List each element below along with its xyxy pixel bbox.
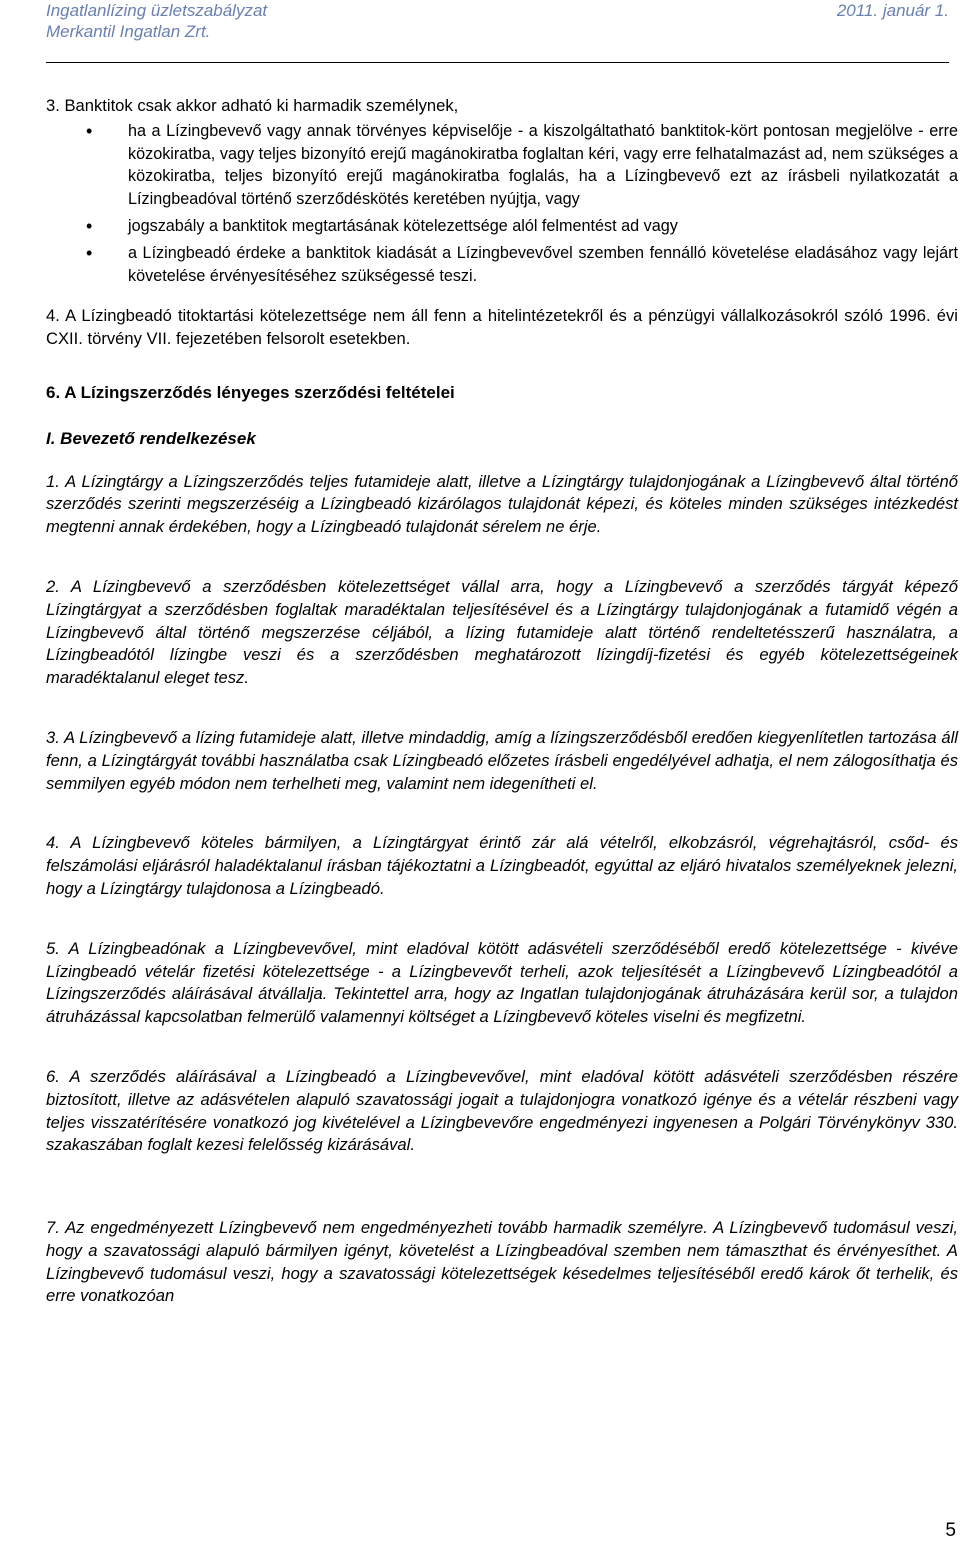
section-4: 4. A Lízingbeadó titoktartási kötelezettsége nem áll fenn a hitelintézetekről és a pénzügyi vállalkozásokról szóló 1996. évi CXII. törvény VII. fejezetében felsorolt esetekben.	[46, 306, 958, 349]
paragraph-1: 1. A Lízingtárgy a Lízingszerződés teljes futamideje alatt, illetve a Lízingtárgy tulajdonjogának a Lízingbevevő által történő szerződés szerinti megszerzéséig a Lízingbeadó kizárólagos tulajdonát képezi, és köteles minden szükséges intézkedést megtenni annak érdekében, hogy a Lízingbeadó tulajdonát sérelem ne érje.	[46, 471, 958, 537]
paragraph-6: 6. A szerződés aláírásával a Lízingbeadó a Lízingbevevővel, mint eladóval kötött adásvételi szerződésben részére biztosított, illetve az adásvételen alapuló szavatossági jogait a tulajdonjogra vonatkozó igénye és a vételár részbeni vagy teljes visszatérítésére vonatkozó jog kivételével a Lízingbevevőre engedményezi ingyenesen a Polgári Törvénykönyv 330. szakaszában foglalt kezesi felelősség kizárásával.	[46, 1066, 958, 1155]
paragraph-4: 4. A Lízingbevevő köteles bármilyen, a Lízingtárgyat érintő zár alá vételről, elkobzásról, végrehajtásról, csőd- és felszámolási eljárásról haladéktalanul írásban tájékoztatni a Lízingbeadót, egyúttal az eljáró hivatalos személyeknek jelezni, hogy a Lízingtárgy tulajdonosa a Lízingbeadó.	[46, 833, 958, 898]
page-number: 5	[945, 1520, 956, 1541]
subsection-heading: I. Bevezető rendelkezések	[46, 428, 256, 448]
section-3-intro: 3. Banktitok csak akkor adható ki harmadik személynek,	[46, 96, 459, 115]
document-date: 2011. január 1.	[836, 1, 949, 20]
bullet-item: • jogszabály a banktitok megtartásának kötelezettsége alól felmentést ad vagy	[46, 215, 958, 238]
company-name: Merkantil Ingatlan Zrt.	[46, 22, 211, 41]
header-divider	[46, 62, 949, 63]
page-header	[46, 0, 949, 66]
page-content	[46, 95, 958, 1308]
section-6-heading: 6. A Lízingszerződés lényeges szerződési feltételei	[46, 382, 455, 402]
section-3-bullets	[46, 120, 958, 288]
paragraph-5: 5. A Lízingbeadónak a Lízingbevevővel, mint eladóval kötött adásvételi szerződéséből eredő kötelezettsége - kivéve Lízingbeadó vételár fizetési kötelezettsége - a Lízingbevevőt terheli, azok teljesítését a Lízingbevevő Lízingbeadótól a Lízingszerződés aláírásával átvállalja. Tekintettel arra, hogy az Ingatlan tulajdonjogának átruházására kerül sor, a tulajdon átruházással kapcsolatban felmerülő valamennyi költséget a Lízingbevevő köteles viselni és megfizetni.	[46, 938, 958, 1027]
bullet-item: • ha a Lízingbevevő vagy annak törvényes képviselője - a kiszolgáltatható banktitok-kört pontosan megjelölve - erre közokiratba, vagy teljes bizonyító erejű magánokiratba foglaltan kéri, vagy erre felhatalmazást ad, nem szükséges a közokiratba, teljes bizonyító erejű magánokiratba foglalás, ha a Lízingbevevő ezt az írásbeli nyilatkozatát a Lízingbeadóval történő szerződéskötés keretében nyújtja, vagy	[46, 120, 958, 211]
bullet-item: • a Lízingbeadó érdeke a banktitok kiadását a Lízingbevevővel szemben fennálló követelése eladásához vagy lejárt követelése érvényesítéséhez szükségessé teszi.	[46, 242, 958, 288]
document-title: Ingatlanlízing üzletszabályzat	[46, 1, 268, 20]
paragraph-7: 7. Az engedményezett Lízingbevevő nem engedményezheti tovább harmadik személyre. A Lízingbevevő tudomásul veszi, hogy a szavatossági alapuló bármilyen igényt, követelést a Lízingbeadóval szemben nem támaszthat és érvényesíthet. A Lízingbevevő tudomásul veszi, hogy a szavatossági kötelezettségek késedelmes teljesítéséből eredő károk őt terhelik, és erre vonatkozóan	[46, 1218, 958, 1306]
paragraph-3: 3. A Lízingbevevő a lízing futamideje alatt, illetve mindaddig, amíg a lízingszerződésből eredően kiegyenlítetlen tartozása áll fenn, a Lízingtárgyát további használatba csak Lízingbeadó előzetes írásbeli engedélyével adhatja, el nem zálogosíthatja és semmilyen egyéb módon nem terhelheti meg, valamint nem idegenítheti el.	[46, 727, 958, 793]
paragraph-2: 2. A Lízingbevevő a szerződésben kötelezettséget vállal arra, hogy a Lízingbevevő a szerződés tárgyát képező Lízingtárgyat a szerződésben foglaltak maradéktalan teljesítésével és a Lízingtárgy tulajdonjogának a futamidő végén a Lízingbevevő által történő megszerzése céljából, a lízing futamideje alatt történő rendeltetésszerű használatra, a Lízingbeadótól lízingbe veszi és a szerződésben meghatározott lízingdíj-fizetési és egyéb kötelezettségeinek maradéktalanul eleget tesz.	[46, 576, 958, 688]
